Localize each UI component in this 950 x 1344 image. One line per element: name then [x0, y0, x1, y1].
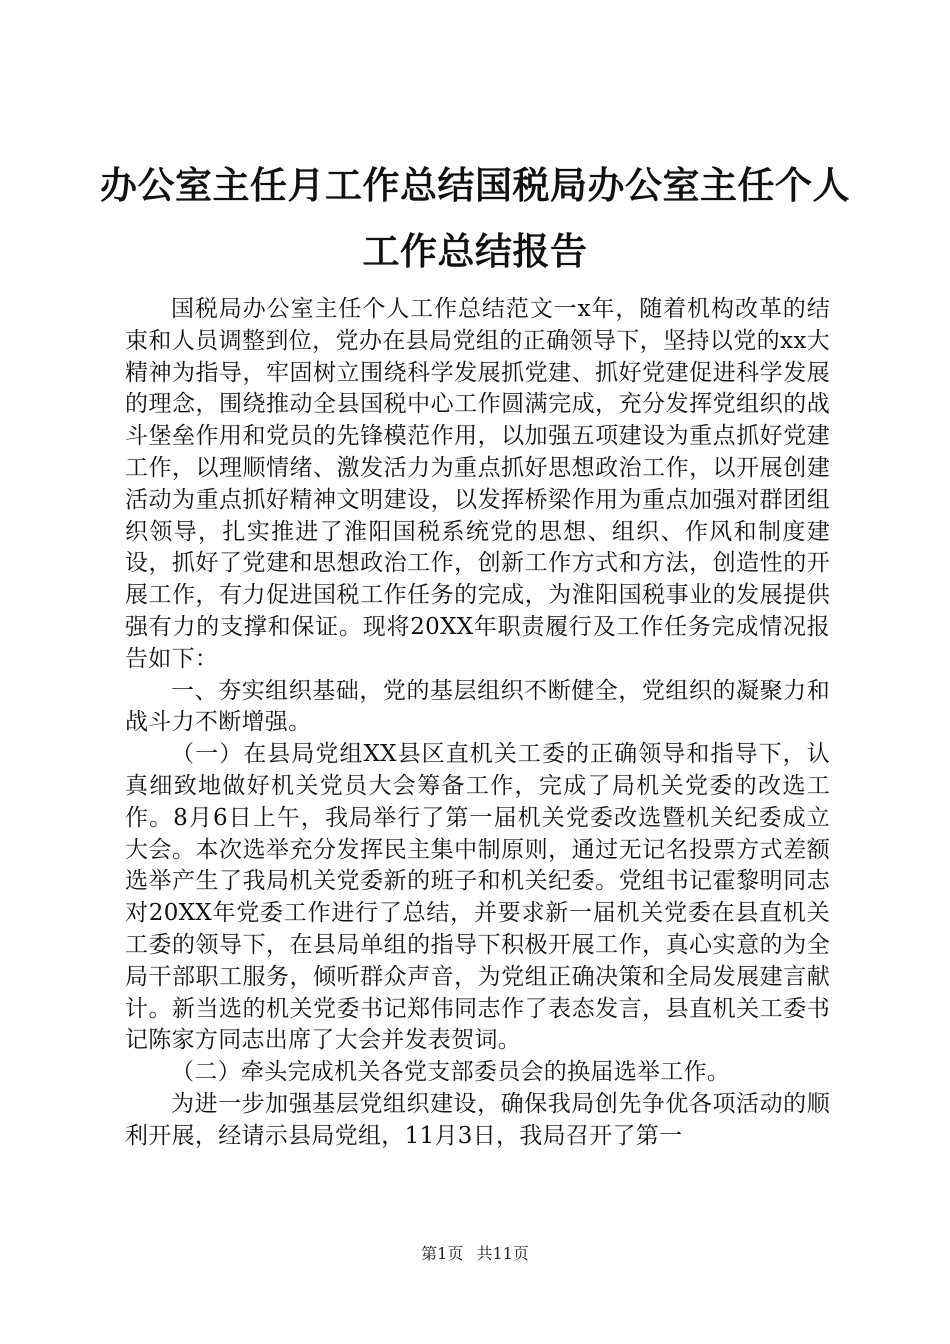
paragraph-intro: 国税局办公室主任个人工作总结范文一x年，随着机构改革的结束和人员调整到位，党办在县局党组的正确领导下，坚持以党的xx大精神为指导，牢固树立围绕科学发展抓党建、抓好党建促进科学发展的理念，围绕推动全县国税中心工作圆满完成，充分发挥党组织的战斗堡垒作用和党员的先锋模范作用，以加强五项建设为重点抓好党建工作，以理顺情绪、激发活力为重点抓好思想政治工作，以开展创建活动为重点抓好精神文明建设，以发挥桥梁作用为重点加强对群团组织领导，扎实推进了淮阳国税系统党的思想、组织、作风和制度建设，抓好了党建和思想政治工作，创新工作方式和方法，创造性的开展工作，有力促进国税工作任务的完成，为淮阳国税事业的发展提供强有力的支撑和保证。现将20XX年职责履行及工作任务完成情况报告如下：	[125, 296, 830, 672]
document-title: 办公室主任月工作总结国税局办公室主任个人工作总结报告	[100, 163, 850, 273]
page-number: 第1页	[421, 1244, 464, 1263]
document-body	[125, 294, 830, 1153]
paragraph-section-one-heading: 一、夯实组织基础，党的基层组织不断健全，党组织的凝聚力和战斗力不断增强。	[125, 677, 830, 736]
paragraph-item-two-heading: （二）牵头完成机关各党支部委员会的换届选举工作。	[171, 1059, 731, 1086]
paragraph-item-two-body: 为进一步加强基层党组织建设，确保我局创先争优各项活动的顺利开展，经请示县局党组，11月3日，我局召开了第一	[125, 1090, 830, 1149]
page-footer	[0, 1244, 950, 1264]
paragraph-item-one: （一）在县局党组XX县区直机关工委的正确领导和指导下，认真细致地做好机关党员大会筹备工作，完成了局机关党委的改选工作。8月6日上午，我局举行了第一届机关党委改选暨机关纪委成立大会。本次选举充分发挥民主集中制原则，通过无记名投票方式差额选举产生了我局机关党委新的班子和机关纪委。党组书记霍黎明同志对20XX年党委工作进行了总结，并要求新一届机关党委在县直机关工委的领导下，在县局单组的指导下积极开展工作，真心实意的为全局干部职工服务，倾听群众声音，为党组正确决策和全局发展建言献计。新当选的机关党委书记郑伟同志作了表态发言，县直机关工委书记陈家方同志出席了大会并发表贺词。	[125, 741, 830, 1054]
page-total: 共11页	[476, 1244, 529, 1263]
